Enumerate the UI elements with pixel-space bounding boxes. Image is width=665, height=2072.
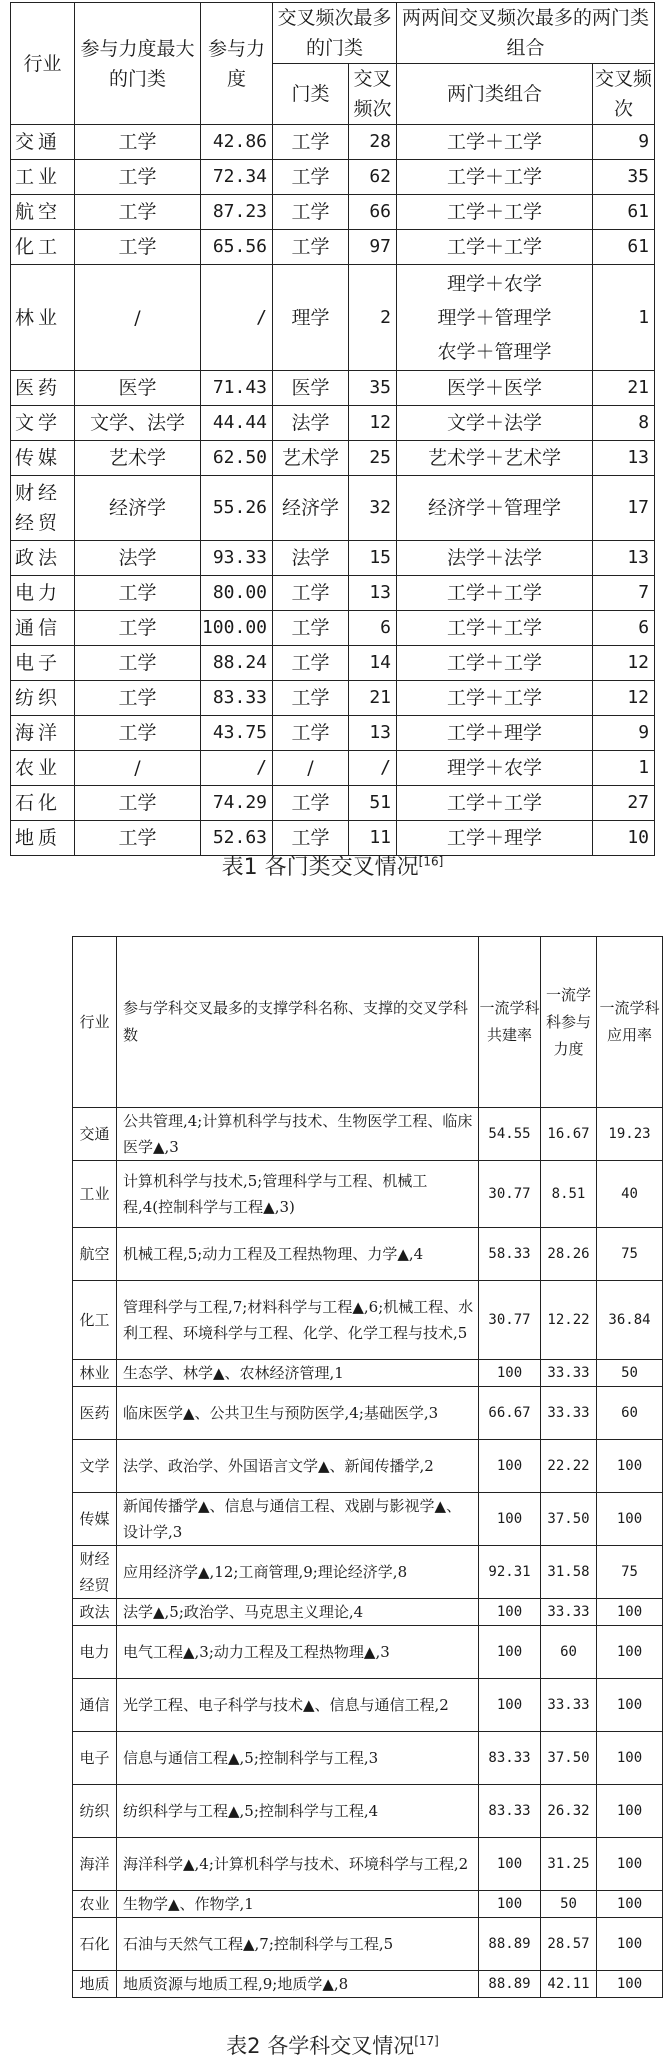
frequency-cell: 13 [349,576,397,611]
strength-cell: 55.26 [201,476,273,541]
table-row [73,1732,663,1785]
apply-cell: 100 [597,1599,663,1626]
apply-cell: 19.23 [597,1108,663,1161]
co-build-cell: 100 [479,1891,541,1918]
pair-cell [397,611,593,646]
strength-cell: 31.25 [541,1838,597,1891]
table-row [11,716,655,751]
table-row [11,371,655,406]
support-cell: 临床医学▲、公共卫生与预防医学,4;基础医学,3 [117,1387,479,1440]
strength-cell: 37.50 [541,1493,597,1546]
co-build-cell: 30.77 [479,1161,541,1228]
industry-cell: 文学 [73,1440,117,1493]
table-row [11,646,655,681]
industry-cell: 传媒 [73,1493,117,1546]
industry-cell: 航空 [11,195,75,230]
table-row [11,265,655,371]
industry-cell: 林业 [11,265,75,371]
pair-cell [397,230,593,265]
pair-cell [397,476,593,541]
table-row [11,230,655,265]
table-row [11,125,655,160]
max-category-cell: 经济学 [75,476,201,541]
strength-cell: 16.67 [541,1108,597,1161]
pair-frequency-cell: 9 [593,125,655,160]
frequency-cell: 13 [349,716,397,751]
frequency-cell: 6 [349,611,397,646]
category-cell: 理学 [273,265,349,371]
frequency-cell: 2 [349,265,397,371]
frequency-cell: 11 [349,821,397,856]
max-category-cell: 工学 [75,646,201,681]
support-cell: 石油与天然气工程▲,7;控制科学与工程,5 [117,1918,479,1971]
caption-text: 表2 各学科交叉情况 [226,2034,415,2058]
pair-item: 工学＋工学 [447,236,543,258]
strength-cell: 31.58 [541,1546,597,1599]
pair-cell [397,265,593,371]
strength-cell: 65.56 [201,230,273,265]
pair-cell [397,406,593,441]
table-row [73,1493,663,1546]
support-cell: 机械工程,5;动力工程及工程热物理、力学▲,4 [117,1228,479,1281]
category-cell: 工学 [273,821,349,856]
table-row [11,681,655,716]
pair-frequency-cell: 21 [593,371,655,406]
support-cell: 管理科学与工程,7;材料科学与工程▲,6;机械工程、水利工程、环境科学与工程、化学、化学工程与技术,5 [117,1281,479,1360]
frequency-cell: 21 [349,681,397,716]
industry-cell: 交通 [73,1108,117,1161]
industry-cell: 地质 [11,821,75,856]
header-apply: 一流学科应用率 [597,937,663,1108]
max-category-cell: 工学 [75,160,201,195]
industry-cell: 石化 [73,1918,117,1971]
table-row [11,751,655,786]
strength-cell: 50 [541,1891,597,1918]
co-build-cell: 88.89 [479,1971,541,1998]
pair-frequency-cell: 1 [593,751,655,786]
pair-cell [397,716,593,751]
pair-item: 理学＋农学 [447,272,543,295]
co-build-cell: 100 [479,1679,541,1732]
pair-frequency-cell: 7 [593,576,655,611]
max-category-cell: 医学 [75,371,201,406]
pair-item: 工学＋工学 [447,652,543,674]
support-cell: 法学、政治学、外国语言文学▲、新闻传播学,2 [117,1440,479,1493]
industry-cell: 林业 [73,1360,117,1387]
header-co-build: 一流学科共建率 [479,937,541,1108]
strength-cell: 33.33 [541,1599,597,1626]
category-cell: 法学 [273,406,349,441]
co-build-cell: 100 [479,1440,541,1493]
apply-cell: 50 [597,1360,663,1387]
table-1 [10,2,655,856]
industry-cell: 文学 [11,406,75,441]
table-row [73,1360,663,1387]
strength-cell: 80.00 [201,576,273,611]
category-cell: 法学 [273,541,349,576]
table-row [73,1161,663,1228]
strength-cell: 87.23 [201,195,273,230]
co-build-cell: 100 [479,1493,541,1546]
apply-cell: 100 [597,1732,663,1785]
strength-cell: 44.44 [201,406,273,441]
industry-cell: 农业 [11,751,75,786]
strength-cell: 28.57 [541,1918,597,1971]
co-build-cell: 83.33 [479,1785,541,1838]
pair-frequency-cell: 1 [593,265,655,371]
category-cell: 工学 [273,576,349,611]
industry-cell: 石化 [11,786,75,821]
caption-reference: [16] [418,854,444,869]
strength-cell: 52.63 [201,821,273,856]
table-row [11,441,655,476]
strength-cell: 62.50 [201,441,273,476]
apply-cell: 75 [597,1228,663,1281]
pair-frequency-cell: 6 [593,611,655,646]
table-row [73,1228,663,1281]
pair-frequency-cell: 17 [593,476,655,541]
pair-item: 工学＋理学 [447,722,543,744]
pair-item: 工学＋工学 [447,131,543,153]
pair-cell [397,195,593,230]
frequency-cell: 62 [349,160,397,195]
apply-cell: 100 [597,1679,663,1732]
pair-item: 理学＋农学 [447,757,543,779]
table-1-body [11,125,655,856]
industry-cell: 航空 [73,1228,117,1281]
apply-cell: 100 [597,1838,663,1891]
frequency-cell: 25 [349,441,397,476]
industry-cell: 医药 [73,1387,117,1440]
strength-cell: 88.24 [201,646,273,681]
pair-item: 法学＋法学 [447,547,543,569]
category-cell: / [273,751,349,786]
table-row [11,406,655,441]
industry-cell: 交通 [11,125,75,160]
apply-cell: 100 [597,1971,663,1998]
pair-frequency-cell: 13 [593,541,655,576]
industry-cell: 地质 [73,1971,117,1998]
support-cell: 法学▲,5;政治学、马克思主义理论,4 [117,1599,479,1626]
table-row [73,1626,663,1679]
pair-cell [397,646,593,681]
strength-cell: 43.75 [201,716,273,751]
pair-cell [397,441,593,476]
pair-frequency-cell: 12 [593,646,655,681]
pair-frequency-cell: 61 [593,195,655,230]
support-cell: 生物学▲、作物学,1 [117,1891,479,1918]
apply-cell: 75 [597,1546,663,1599]
pair-cell [397,576,593,611]
co-build-cell: 66.67 [479,1387,541,1440]
industry-cell: 海洋 [73,1838,117,1891]
table-row [11,541,655,576]
pair-cell [397,371,593,406]
industry-cell: 政法 [73,1599,117,1626]
strength-cell: 72.34 [201,160,273,195]
apply-cell: 40 [597,1161,663,1228]
strength-cell: 74.29 [201,786,273,821]
strength-cell: 37.50 [541,1732,597,1785]
pair-item: 农学＋管理学 [437,340,552,363]
max-category-cell: 工学 [75,786,201,821]
pair-item: 工学＋工学 [447,617,543,639]
strength-cell: 100.00 [201,611,273,646]
category-cell: 工学 [273,230,349,265]
co-build-cell: 54.55 [479,1108,541,1161]
strength-cell: 28.26 [541,1228,597,1281]
category-cell: 工学 [273,125,349,160]
pair-item: 工学＋工学 [447,582,543,604]
industry-cell: 纺织 [73,1785,117,1838]
apply-cell: 100 [597,1440,663,1493]
max-category-cell: 工学 [75,230,201,265]
industry-cell: 工业 [73,1161,117,1228]
table-row [73,1785,663,1838]
strength-cell: 33.33 [541,1387,597,1440]
co-build-cell: 88.89 [479,1918,541,1971]
table-row [73,1971,663,1998]
strength-cell: 83.33 [201,681,273,716]
strength-cell: 8.51 [541,1161,597,1228]
pair-cell [397,681,593,716]
caption-text: 表1 各门类交叉情况 [221,855,419,880]
industry-cell: 化工 [73,1281,117,1360]
industry-cell: 化工 [11,230,75,265]
table-2-caption [0,2030,665,2060]
strength-cell: 42.11 [541,1971,597,1998]
pair-item: 工学＋工学 [447,792,543,814]
industry-cell: 农业 [73,1891,117,1918]
category-cell: 工学 [273,160,349,195]
strength-cell: / [201,265,273,371]
table-row [73,1440,663,1493]
category-cell: 经济学 [273,476,349,541]
max-category-cell: 工学 [75,576,201,611]
table-2-body [73,1108,663,1998]
industry-cell: 电子 [11,646,75,681]
strength-cell: 33.33 [541,1679,597,1732]
pair-cell [397,786,593,821]
frequency-cell: 97 [349,230,397,265]
pair-item: 医学＋医学 [447,377,543,399]
co-build-cell: 100 [479,1626,541,1679]
max-category-cell: 工学 [75,821,201,856]
table-row [73,1546,663,1599]
max-category-cell: 工学 [75,125,201,160]
pair-frequency-cell: 35 [593,160,655,195]
pair-item: 工学＋工学 [447,687,543,709]
frequency-cell: 66 [349,195,397,230]
apply-cell: 60 [597,1387,663,1440]
apply-cell: 100 [597,1918,663,1971]
support-cell: 信息与通信工程▲,5;控制科学与工程,3 [117,1732,479,1785]
table-row [11,611,655,646]
table-row [11,476,655,541]
category-cell: 工学 [273,716,349,751]
industry-cell: 财经经贸 [11,476,75,541]
header-pair: 两门类组合 [397,64,593,125]
caption-reference: [17] [414,2034,439,2048]
industry-cell: 电子 [73,1732,117,1785]
support-cell: 新闻传播学▲、信息与通信工程、戏剧与影视学▲、设计学,3 [117,1493,479,1546]
industry-cell: 通信 [73,1679,117,1732]
strength-cell: 22.22 [541,1440,597,1493]
category-cell: 医学 [273,371,349,406]
pair-frequency-cell: 8 [593,406,655,441]
strength-cell: 26.32 [541,1785,597,1838]
industry-cell: 纺织 [11,681,75,716]
category-cell: 工学 [273,786,349,821]
category-cell: 艺术学 [273,441,349,476]
frequency-cell: / [349,751,397,786]
apply-cell: 100 [597,1626,663,1679]
header-support: 参与学科交叉最多的支撑学科名称、支撑的交叉学科数 [117,937,479,1108]
category-cell: 工学 [273,681,349,716]
industry-cell: 海洋 [11,716,75,751]
support-cell: 应用经济学▲,12;工商管理,9;理论经济学,8 [117,1546,479,1599]
frequency-cell: 28 [349,125,397,160]
co-build-cell: 58.33 [479,1228,541,1281]
frequency-cell: 15 [349,541,397,576]
pair-cell [397,125,593,160]
header-industry: 行业 [11,3,75,125]
table-1-caption [0,850,665,881]
frequency-cell: 35 [349,371,397,406]
industry-cell: 政法 [11,541,75,576]
co-build-cell: 100 [479,1360,541,1387]
industry-cell: 财经经贸 [73,1546,117,1599]
max-category-cell: 文学、法学 [75,406,201,441]
table-row [73,1891,663,1918]
strength-cell: 60 [541,1626,597,1679]
category-cell: 工学 [273,611,349,646]
apply-cell: 100 [597,1493,663,1546]
pair-frequency-cell: 27 [593,786,655,821]
industry-cell: 工业 [11,160,75,195]
category-cell: 工学 [273,195,349,230]
strength-cell: 93.33 [201,541,273,576]
pair-item: 经济学＋管理学 [428,497,562,519]
strength-cell: 33.33 [541,1360,597,1387]
frequency-cell: 12 [349,406,397,441]
industry-cell: 电力 [11,576,75,611]
pair-cell [397,751,593,786]
support-cell: 地质资源与地质工程,9;地质学▲,8 [117,1971,479,1998]
co-build-cell: 100 [479,1838,541,1891]
max-category-cell: / [75,265,201,371]
pair-item: 文学＋法学 [447,412,543,434]
pair-item: 工学＋工学 [447,201,543,223]
strength-cell: / [201,751,273,786]
support-cell: 纺织科学与工程▲,5;控制科学与工程,4 [117,1785,479,1838]
header-pair-most: 两两间交叉频次最多的两门类组合 [397,3,655,64]
pair-cell [397,541,593,576]
table-row [11,576,655,611]
table-2 [72,936,663,1998]
strength-cell: 12.22 [541,1281,597,1360]
pair-item: 艺术学＋艺术学 [428,447,562,469]
support-cell: 海洋科学▲,4;计算机科学与技术、环境科学与工程,2 [117,1838,479,1891]
support-cell: 生态学、林学▲、农林经济管理,1 [117,1360,479,1387]
pair-frequency-cell: 12 [593,681,655,716]
header-strength: 参与力度 [201,3,273,125]
frequency-cell: 14 [349,646,397,681]
header-most-cross: 交叉频次最多的门类 [273,3,397,64]
table-row [73,1281,663,1360]
category-cell: 工学 [273,646,349,681]
max-category-cell: 法学 [75,541,201,576]
table-row [73,1387,663,1440]
header-category: 门类 [273,64,349,125]
co-build-cell: 100 [479,1599,541,1626]
support-cell: 计算机科学与技术,5;管理科学与工程、机械工程,4(控制科学与工程▲,3) [117,1161,479,1228]
industry-cell: 电力 [73,1626,117,1679]
header-frequency: 交叉频次 [349,64,397,125]
pair-item: 理学＋管理学 [437,306,552,329]
frequency-cell: 32 [349,476,397,541]
header-max-category: 参与力度最大的门类 [75,3,201,125]
apply-cell: 100 [597,1785,663,1838]
pair-item: 工学＋工学 [447,166,543,188]
pair-cell [397,160,593,195]
max-category-cell: 工学 [75,716,201,751]
table-row [11,195,655,230]
table-row [73,1108,663,1161]
max-category-cell: 工学 [75,681,201,716]
pair-frequency-cell: 9 [593,716,655,751]
co-build-cell: 92.31 [479,1546,541,1599]
strength-cell: 71.43 [201,371,273,406]
pair-item: 工学＋理学 [447,827,543,849]
header-industry: 行业 [73,937,117,1108]
table-row [11,786,655,821]
apply-cell: 36.84 [597,1281,663,1360]
strength-cell: 42.86 [201,125,273,160]
table-row [73,1679,663,1732]
pair-frequency-cell: 61 [593,230,655,265]
support-cell: 电气工程▲,3;动力工程及工程热物理▲,3 [117,1626,479,1679]
industry-cell: 传媒 [11,441,75,476]
header-pair-frequency: 交叉频次 [593,64,655,125]
co-build-cell: 83.33 [479,1732,541,1785]
industry-cell: 医药 [11,371,75,406]
apply-cell: 100 [597,1891,663,1918]
table-row [73,1918,663,1971]
support-cell: 公共管理,4;计算机科学与技术、生物医学工程、临床医学▲,3 [117,1108,479,1161]
industry-cell: 通信 [11,611,75,646]
table-row [73,1599,663,1626]
header-strength: 一流学科参与力度 [541,937,597,1108]
max-category-cell: 工学 [75,195,201,230]
max-category-cell: 工学 [75,611,201,646]
pair-frequency-cell: 10 [593,821,655,856]
support-cell: 光学工程、电子科学与技术▲、信息与通信工程,2 [117,1679,479,1732]
co-build-cell: 30.77 [479,1281,541,1360]
pair-frequency-cell: 13 [593,441,655,476]
max-category-cell: 艺术学 [75,441,201,476]
frequency-cell: 51 [349,786,397,821]
table-row [73,1838,663,1891]
max-category-cell: / [75,751,201,786]
table-row [11,160,655,195]
